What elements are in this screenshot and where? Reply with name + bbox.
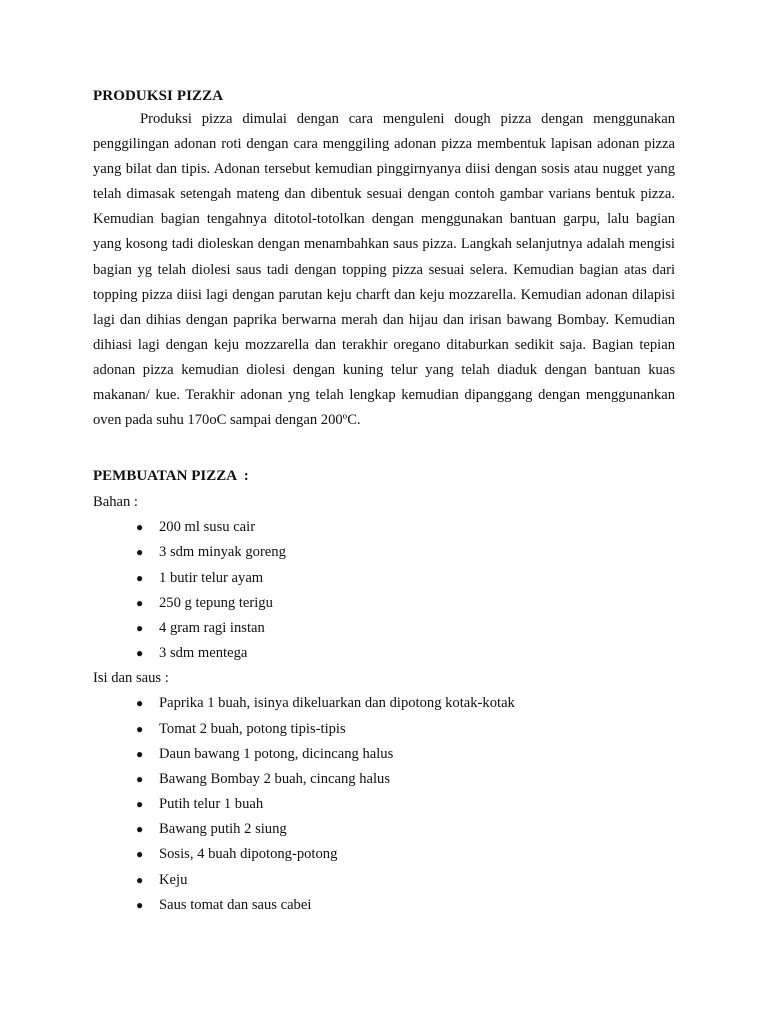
list-item xyxy=(93,717,675,742)
isi-dan-saus-label: Isi dan saus : xyxy=(93,670,169,687)
list-item-text: Bawang putih 2 siung xyxy=(159,821,287,838)
bullet-icon: ● xyxy=(136,847,144,862)
bullet-icon: ● xyxy=(136,570,144,585)
bullet-icon: ● xyxy=(136,520,144,535)
list-item xyxy=(93,591,675,616)
produksi-pizza-paragraph: Produksi pizza dimulai dengan cara menguleni dough pizza dengan menggunakan penggilingan adonan roti dengan cara menggiling adonan pizza membentuk lapisan adonan pizza yang bilat dan tipis. Adonan tersebut kemudian pinggirnyanya diisi dengan sosis atau nugget yang telah dimasak setengah mateng dan dibentuk sesuai dengan contoh gambar varians bentuk pizza. Kemudian bagian tengahnya ditotol-totolkan dengan menggunakan bantuan garpu, lalu bagian yang kosong tadi dioleskan dengan menambahkan saus pizza. Langkah selanjutnya adalah mengisi bagian yg telah diolesi saus tadi dengan topping pizza sesuai selera. Kemudian bagian atas dari topping pizza diisi lagi dengan parutan keju charft dan keju mozzarella. Kemudian adonan dilapisi lagi dan dihias dengan paprika berwarna merah dan hijau dan irisan bawang Bombay. Kemudian dihiasi lagi dengan keju mozzarella dan terakhir oregano ditaburkan sedikit saja. Bagian tepian adonan pizza kemudian diolesi dengan kuning telur yang telah diaduk dengan bantuan kuas makanan/ kue. Terakhir adonan yng telah lengkap kemudian dipanggang dengan menggunankan oven pada suhu 170oC sampai dengan 200ºC. xyxy=(93,111,675,429)
bullet-icon: ● xyxy=(136,822,144,837)
isi-dan-saus-list xyxy=(93,691,675,918)
list-item xyxy=(93,616,675,641)
list-item xyxy=(93,742,675,767)
bullet-icon: ● xyxy=(136,595,144,610)
list-item-text: Putih telur 1 buah xyxy=(159,796,264,813)
bahan-list xyxy=(93,515,675,666)
document-page xyxy=(93,86,675,918)
bullet-icon: ● xyxy=(136,696,144,711)
list-item-text: Bawang Bombay 2 buah, cincang halus xyxy=(159,770,391,787)
list-item-text: 3 sdm minyak goreng xyxy=(159,544,286,561)
list-item-text: 4 gram ragi instan xyxy=(159,619,265,636)
list-item xyxy=(93,817,675,842)
bullet-icon: ● xyxy=(136,797,144,812)
list-item-text: Tomat 2 buah, potong tipis-tipis xyxy=(159,720,346,737)
bullet-icon: ● xyxy=(136,721,144,736)
list-item-text: 1 butir telur ayam xyxy=(159,569,264,586)
list-item xyxy=(93,540,675,565)
bahan-label: Bahan : xyxy=(93,494,138,511)
section-title-produksi-pizza: PRODUKSI PIZZA xyxy=(93,88,224,104)
bullet-icon: ● xyxy=(136,771,144,786)
list-item-text: Daun bawang 1 potong, dicincang halus xyxy=(159,745,394,762)
list-item xyxy=(93,893,675,918)
list-item-text: 250 g tepung terigu xyxy=(159,594,273,611)
bullet-icon: ● xyxy=(136,646,144,661)
list-item xyxy=(93,792,675,817)
list-item xyxy=(93,842,675,867)
list-item-text: 200 ml susu cair xyxy=(159,519,256,536)
section-title-pembuatan-pizza: PEMBUATAN PIZZA : xyxy=(93,468,249,485)
bullet-icon: ● xyxy=(136,872,144,887)
list-item xyxy=(93,767,675,792)
bullet-icon: ● xyxy=(136,620,144,635)
list-item xyxy=(93,566,675,591)
list-item-text: 3 sdm mentega xyxy=(159,645,248,662)
bullet-icon: ● xyxy=(136,746,144,761)
list-item xyxy=(93,641,675,666)
list-item xyxy=(93,868,675,893)
bullet-icon: ● xyxy=(136,545,144,560)
list-item-text: Saus tomat dan saus cabei xyxy=(159,896,312,913)
list-item-text: Sosis, 4 buah dipotong-potong xyxy=(159,846,338,863)
section-gap xyxy=(93,433,675,467)
bullet-icon: ● xyxy=(136,897,144,912)
list-item-text: Keju xyxy=(159,871,188,888)
list-item-text: Paprika 1 buah, isinya dikeluarkan dan dipotong kotak-kotak xyxy=(159,695,515,712)
list-item xyxy=(93,691,675,716)
list-item xyxy=(93,515,675,540)
